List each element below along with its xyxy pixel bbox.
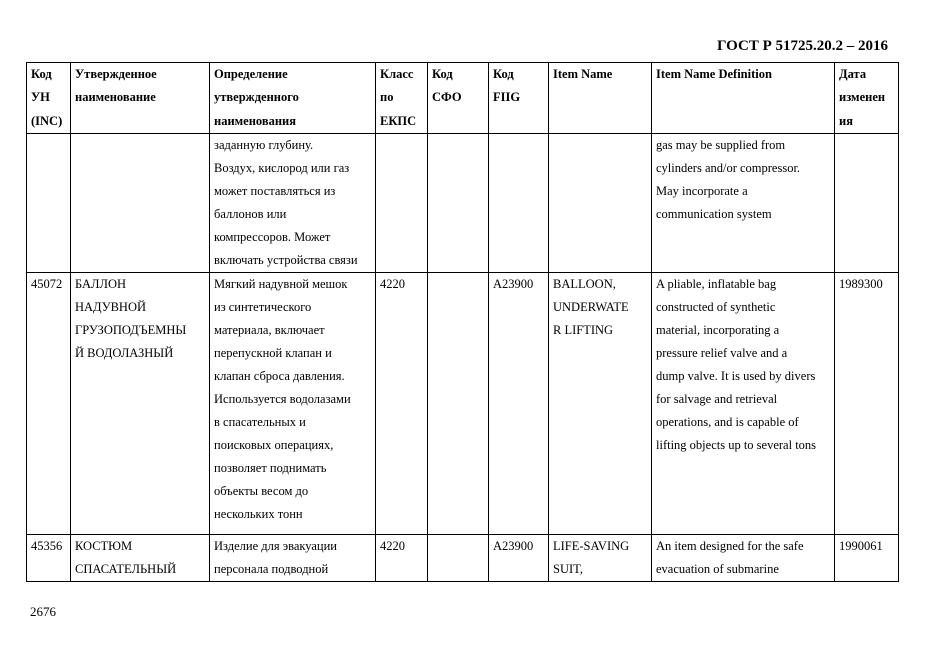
cell-line: May incorporate a [656,183,748,198]
cell-item-name [549,272,652,534]
cell-line: R LIFTING [553,322,614,337]
col-header-definition: Определение утвержденного наименования [210,63,376,134]
cell-class: 4220 [376,272,428,534]
col-header-fiig: Код FIIG [489,63,549,134]
cell-date [835,133,899,272]
cell-line: evacuation of submarine [656,561,779,576]
cell-line: перепускной клапан и [214,345,332,360]
table-row [27,534,899,581]
col-header-class: Класс по ЕКПС [376,63,428,134]
cell-line: gas may be supplied from [656,137,786,152]
cell-line: Воздух, кислород или газ [214,160,350,175]
cell-line: BALLOON, [553,276,616,291]
cell-line: материала, включает [214,322,325,337]
cell-line: клапан сброса давления. [214,368,345,383]
cell-definition [210,534,376,581]
cell-sfo [428,272,489,534]
cell-item-name [549,534,652,581]
cell-fiig: A23900 [489,534,549,581]
cell-definition [210,272,376,534]
cell-line: объекты весом до [214,483,309,498]
cell-line: БАЛЛОН [75,276,127,291]
cell-name [71,534,210,581]
cell-line: A pliable, inflatable bag [656,276,777,291]
cell-line: LIFE-SAVING [553,538,630,553]
cell-line: НАДУВНОЙ [75,299,147,314]
cell-line: персонала подводной [214,561,329,576]
table-row [27,133,899,272]
cell-definition [210,133,376,272]
cell-line: включать устройства связи [214,252,358,267]
cell-line: ГРУЗОПОДЪЕМНЫ [75,322,187,337]
cell-line: dump valve. It is used by divers [656,368,816,383]
cell-line: позволяет поднимать [214,460,327,475]
cell-name [71,133,210,272]
cell-fiig: A23900 [489,272,549,534]
cell-fiig [489,133,549,272]
cell-sfo [428,133,489,272]
table-row [27,272,899,534]
cell-name [71,272,210,534]
cell-line: UNDERWATE [553,299,629,314]
cell-line: material, incorporating a [656,322,780,337]
col-header-code: Код УН (INC) [27,63,71,134]
cell-line: компрессоров. Может [214,229,331,244]
cell-code [27,133,71,272]
cell-line: constructed of synthetic [656,299,776,314]
cell-line: cylinders and/or compressor. [656,160,801,175]
col-header-date: Дата изменен ия [835,63,899,134]
cell-date: 1990061 [835,534,899,581]
cell-item-definition [652,133,835,272]
col-header-approved-name: Утвержденное наименование [71,63,210,134]
cell-line: Й ВОДОЛАЗНЫЙ [75,345,174,360]
cell-line: Используется водолазами [214,391,351,406]
cell-date: 1989300 [835,272,899,534]
cell-line: баллонов или [214,206,287,221]
table-header-row [27,63,899,134]
cell-item-name [549,133,652,272]
col-header-item-definition: Item Name Definition [652,63,835,134]
cell-line: SUIT, [553,561,583,576]
col-header-item-name: Item Name [549,63,652,134]
cell-line: An item designed for the safe [656,538,804,553]
cell-line: поисковых операциях, [214,437,334,452]
cell-sfo [428,534,489,581]
page-number: 2676 [30,604,56,619]
cell-line: в спасательных и [214,414,306,429]
cell-line: operations, and is capable of [656,414,799,429]
cell-line: for salvage and retrieval [656,391,778,406]
cell-code: 45072 [27,272,71,534]
cell-class [376,133,428,272]
cell-line: pressure relief valve and a [656,345,788,360]
cell-line: СПАСАТЕЛЬНЫЙ [75,561,177,576]
cell-line: communication system [656,206,772,221]
cell-item-definition [652,272,835,534]
cell-class: 4220 [376,534,428,581]
cell-line: заданную глубину. [214,137,314,152]
cell-item-definition [652,534,835,581]
cell-line: КОСТЮМ [75,538,133,553]
document-standard-number: ГОСТ Р 51725.20.2 – 2016 [716,38,888,54]
cell-line: может поставляться из [214,183,336,198]
cell-code: 45356 [27,534,71,581]
catalog-table [26,62,899,582]
cell-line: нескольких тонн [214,506,303,521]
cell-line: Мягкий надувной мешок [214,276,348,291]
col-header-sfo: Код СФО [428,63,489,134]
cell-line: Изделие для эвакуации [214,538,337,553]
cell-line: lifting objects up to several tons [656,437,817,452]
cell-line: из синтетического [214,299,312,314]
